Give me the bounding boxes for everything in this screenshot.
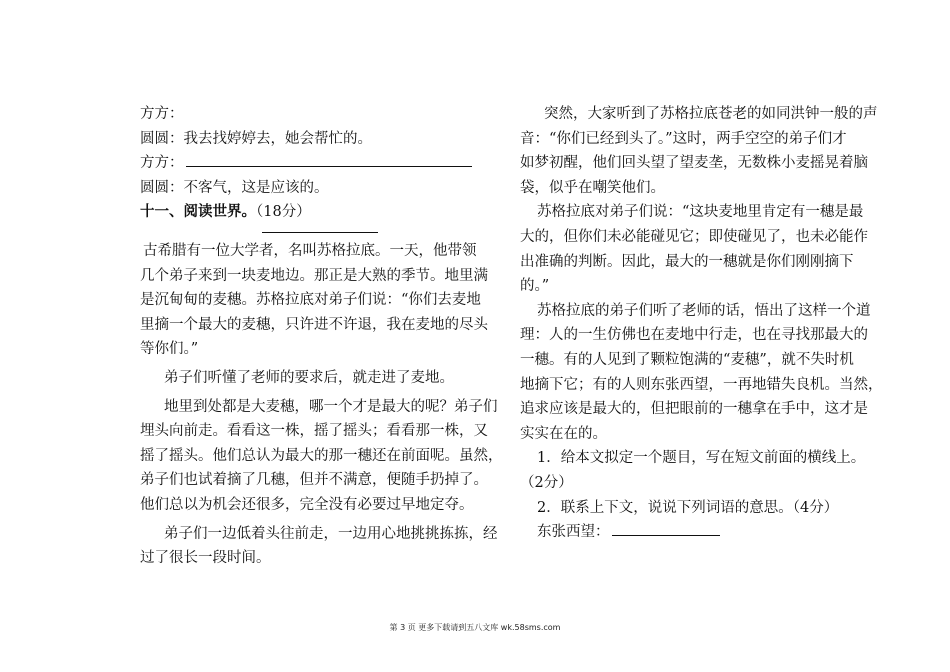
passage-line: 实实在在的。 [520,425,607,442]
page-footer: 第 3 页 更多下载请到五八文库 wk.58sms.com [389,623,561,632]
passage-line: 如梦初醒，他们回头望了望麦垄，无数株小麦摇晃着脑 [520,155,868,172]
passage-line: 里摘一个最大的麦穗，只许进不许退，我在麦地的尽头 [140,316,488,333]
passage-line: 地里到处都是大麦穗，哪一个才是最大的呢？弟子们 [164,398,498,415]
title-blank-line[interactable] [262,231,378,233]
passage-line: 弟子们听懂了老师的要求后，就走进了麦地。 [164,369,454,386]
passage-line: 几个弟子来到一块麦地边。那正是大熟的季节。地里满 [140,267,488,284]
dialog-line [140,102,500,127]
passage-line: 等你们。” [140,341,199,358]
dialog-text: 不客气，这是应该的。 [183,179,329,196]
passage-line: 过了很长一段时间。 [140,550,271,567]
section-title: 十一、阅读世界。 [140,203,256,221]
passage-line: 理：人的一生仿佛也在麦地中行走，也在寻找那最大的 [520,327,868,344]
passage-line: 是沉甸甸的麦穗。苏格拉底对弟子们说：“你们去麦地 [140,292,481,309]
speaker-label: 圆圆： [140,179,184,196]
section-points: （18分） [256,204,311,221]
passage-line: 的。” [520,278,550,295]
dialog-text: 我去找婷婷去，她会帮忙的。 [183,130,372,147]
passage-line: 他们总以为机会还很多，完全没有必要过早地定夺。 [140,496,474,513]
passage-line: 摇了摇头。他们总认为最大的那一穗还在前面呢。虽然， [140,447,503,464]
passage-line: 一穗。有的人见到了颗粒饱满的“麦穗”，就不失时机 [520,351,854,368]
dialog-line [140,176,500,201]
right-column [520,102,883,545]
passage-line: 袋，似乎在嘲笑他们。 [520,179,665,196]
question-2-item [520,520,870,545]
passage-line: 古希腊有一位大学者，名叫苏格拉底。一天，他带领 [143,242,477,259]
question-1-points: （2分） [520,474,573,491]
section-heading [140,200,500,225]
answer-blank[interactable] [612,534,720,536]
speaker-label: 方方： [140,106,184,122]
passage-line: 音：“你们已经到头了。”这时，两手空空的弟子们才 [520,130,847,147]
passage-line: 弟子们一边低着头往前走，一边用心地挑挑拣拣，经 [164,525,498,542]
passage-line: 苏格拉底对弟子们说：“这块麦地里肯定有一穗是最 [537,204,864,221]
passage-line: 突然，大家听到了苏格拉底苍老的如同洪钟一般的声 [544,106,878,122]
question-1: 1．给本文拟定一个题目，写在短文前面的横线上。 [537,450,866,467]
speaker-label: 圆圆： [140,130,184,147]
question-2: 2．联系上下文，说说下列词语的意思。（4分） [537,499,839,516]
passage-line: 追求应该是最大的，但把眼前的一穗拿在手中，这才是 [520,401,868,418]
dialog-line [140,151,500,176]
passage-line: 弟子们也试着摘了几穗，但并不满意，便随手扔掉了。 [140,472,488,489]
answer-blank[interactable] [186,165,472,167]
speaker-label: 方方： [140,155,184,172]
term-label: 东张西望： [537,524,610,541]
passage-line: 埋头向前走。看看这一株，摇了摇头；看看那一株，又 [140,423,488,440]
passage-line: 大的，但你们未必能碰见它；即使碰见了，也未必能作 [520,228,868,245]
passage-line: 苏格拉底的弟子们听了老师的话，悟出了这样一个道 [537,302,871,319]
passage-line: 地摘下它；有的人则东张西望，一再地错失良机。当然， [520,376,883,393]
dialog-line [140,127,500,152]
left-column [140,102,503,571]
passage-line: 出准确的判断。因此，最大的一穗就是你们刚刚摘下 [520,253,854,270]
